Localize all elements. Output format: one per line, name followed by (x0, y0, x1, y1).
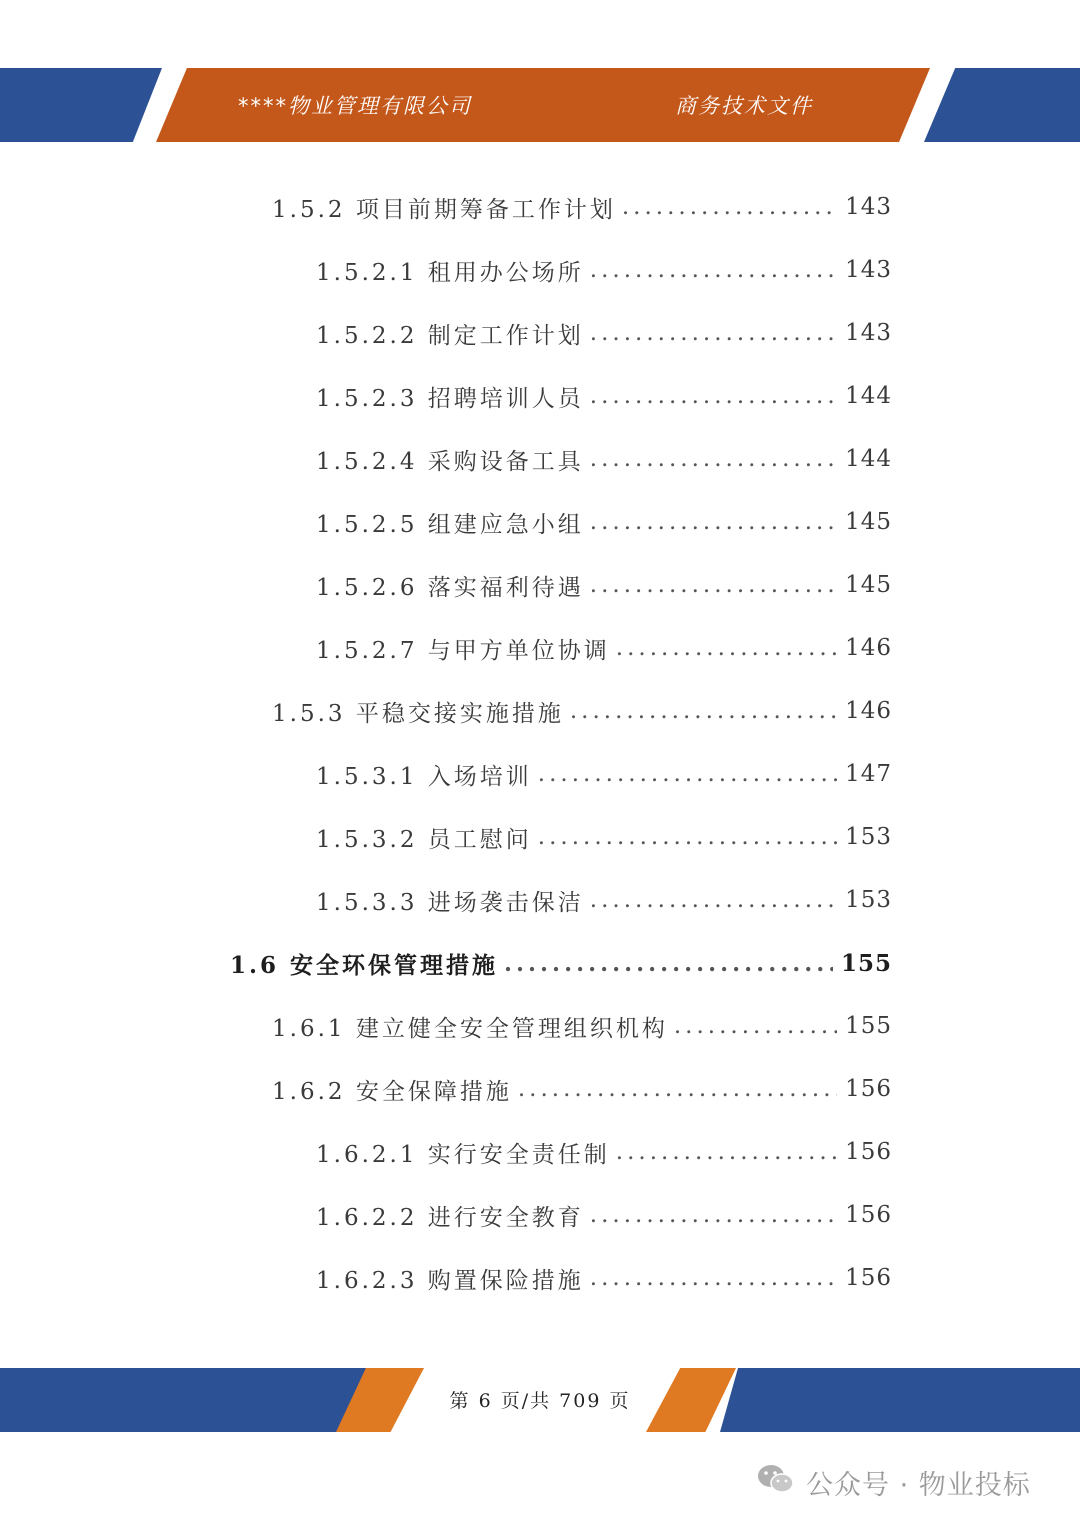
toc-entry-title: 1.5.2.5 组建应急小组 (316, 511, 584, 538)
toc-section-entry (0, 943, 892, 983)
toc-entry-page: 144 (845, 383, 892, 409)
toc-entry-page: 153 (845, 887, 892, 913)
toc-entry-page: 156 (845, 1202, 892, 1228)
toc-entry-title: 1.5.2.1 租用办公场所 (316, 259, 584, 286)
toc-entry (0, 313, 892, 353)
page-number: 第 6 页/共 709 页 (449, 1390, 631, 1412)
toc-entry (0, 565, 892, 605)
toc-entry-title: 1.5.2.6 落实福利待遇 (316, 574, 584, 601)
toc-entry-title: 1.5.2.2 制定工作计划 (316, 322, 584, 349)
toc-entry-page: 147 (845, 761, 892, 787)
toc-entry (0, 1006, 892, 1046)
toc-entry (0, 502, 892, 542)
toc-entry-title: 1.5.2 项目前期筹备工作计划 (272, 196, 616, 223)
wechat-icon (756, 1462, 796, 1503)
toc-dot-leader (590, 1202, 837, 1228)
toc-dot-leader (590, 887, 837, 913)
toc-entry-title: 1.5.3.1 入场培训 (316, 763, 532, 790)
toc-entry-page: 143 (845, 320, 892, 346)
header-band-left (0, 68, 162, 142)
toc-entry-page: 153 (845, 824, 892, 850)
toc-dot-leader (616, 635, 837, 661)
toc-entry-title: 1.5.2.7 与甲方单位协调 (316, 637, 610, 664)
toc-entry (0, 817, 892, 857)
toc-entry (0, 754, 892, 794)
toc-entry-page: 145 (845, 572, 892, 598)
toc-entry-page: 156 (845, 1265, 892, 1291)
toc-dot-leader (590, 1265, 837, 1291)
toc-dot-leader (590, 257, 837, 283)
toc-entry (0, 628, 892, 668)
toc-entry-title: 1.5.3.2 员工慰问 (316, 826, 532, 853)
toc-entry-title: 1.6 安全环保管理措施 (230, 951, 499, 979)
toc-entry-page: 143 (845, 194, 892, 220)
watermark (756, 1462, 1031, 1502)
toc-entry-title: 1.6.2.2 进行安全教育 (316, 1204, 584, 1231)
toc-dot-leader (570, 698, 837, 724)
toc-entry-title: 1.5.3 平稳交接实施措施 (272, 700, 564, 727)
toc-entry-title: 1.6.2.3 购置保险措施 (316, 1267, 584, 1294)
toc-entry-page: 146 (845, 635, 892, 661)
toc-entry (0, 250, 892, 290)
toc-dot-leader (590, 446, 837, 472)
toc-entry-page: 144 (845, 446, 892, 472)
toc-entry-page: 155 (840, 949, 892, 977)
toc-entry-title: 1.5.2.3 招聘培训人员 (316, 385, 584, 412)
header-company-name: ****物业管理有限公司 (238, 94, 472, 118)
toc-entry-title: 1.5.2.4 采购设备工具 (316, 448, 584, 475)
toc-entry (0, 187, 892, 227)
header-document-type: 商务技术文件 (675, 94, 813, 118)
toc-entry-page: 145 (845, 509, 892, 535)
footer-band-right (720, 1368, 1080, 1432)
watermark-text: 公众号 · 物业投标 (806, 1469, 1031, 1501)
toc-dot-leader (590, 509, 837, 535)
toc-dot-leader (590, 320, 837, 346)
toc-dot-leader (622, 194, 837, 220)
toc-entry (0, 1258, 892, 1298)
toc-dot-leader (590, 383, 837, 409)
toc-entry (0, 1132, 892, 1172)
toc-entry (0, 1195, 892, 1235)
toc-dot-leader (674, 1013, 837, 1039)
toc-entry (0, 880, 892, 920)
toc-entry (0, 439, 892, 479)
toc-entry-title: 1.6.2 安全保障措施 (272, 1078, 512, 1105)
toc-entry (0, 691, 892, 731)
toc-dot-leader (538, 761, 837, 787)
toc-dot-leader (538, 824, 837, 850)
toc-dot-leader (504, 950, 833, 977)
toc-entry-title: 1.5.3.3 进场袭击保洁 (316, 889, 584, 916)
toc-entry (0, 376, 892, 416)
toc-dot-leader (518, 1076, 837, 1102)
toc-entry (0, 1069, 892, 1109)
toc-entry-page: 143 (845, 257, 892, 283)
toc-entry-title: 1.6.2.1 实行安全责任制 (316, 1141, 610, 1168)
toc-entry-page: 156 (845, 1139, 892, 1165)
toc-dot-leader (616, 1139, 837, 1165)
toc-entry-page: 146 (845, 698, 892, 724)
toc-entry-title: 1.6.1 建立健全安全管理组织机构 (272, 1015, 668, 1042)
toc-dot-leader (590, 572, 837, 598)
toc-entry-page: 155 (845, 1013, 892, 1039)
toc-entry-page: 156 (845, 1076, 892, 1102)
header-band-right (924, 68, 1080, 142)
